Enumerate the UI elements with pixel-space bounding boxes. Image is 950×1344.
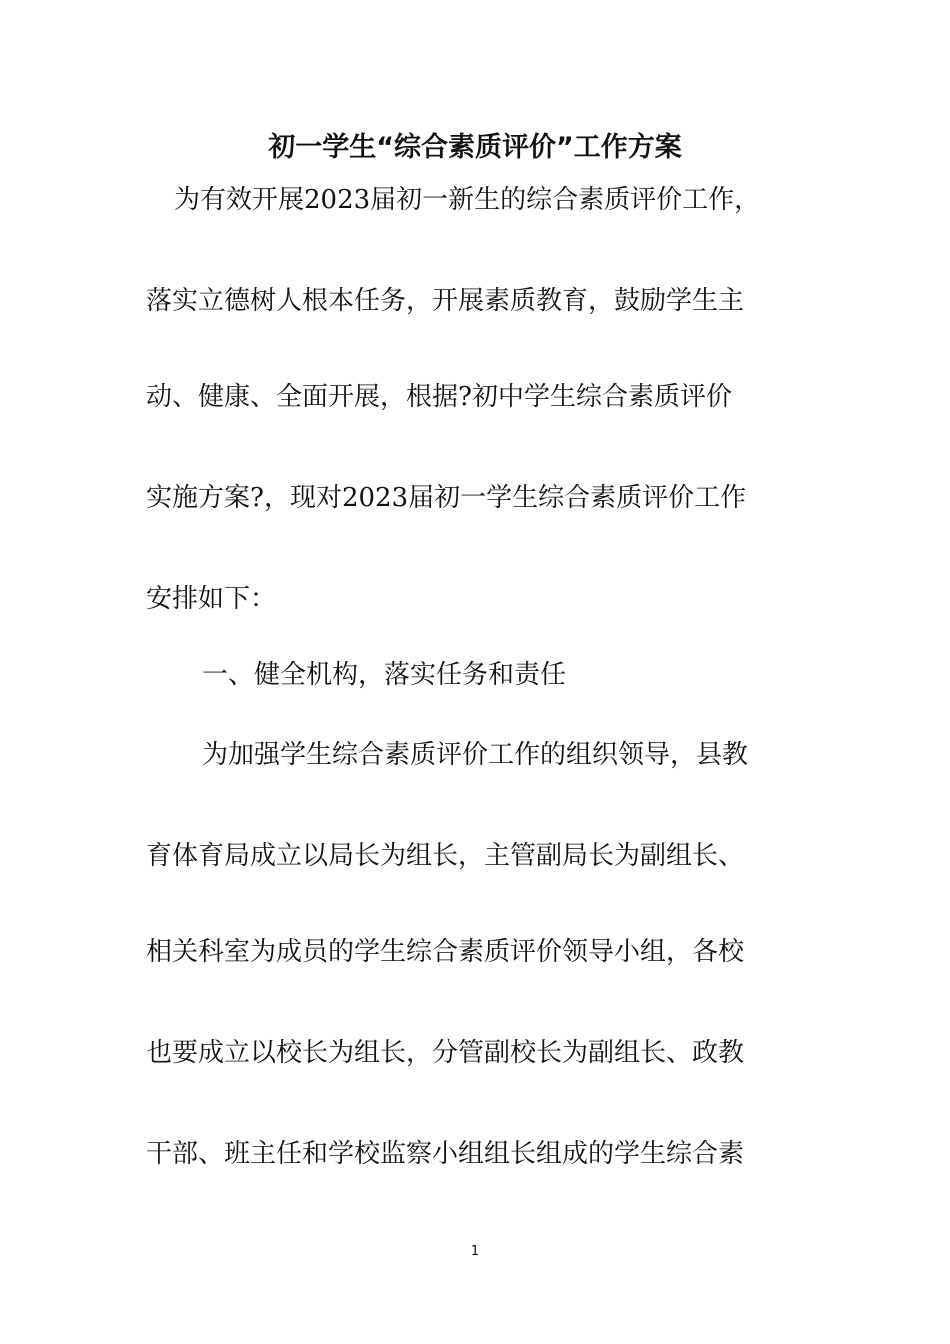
paragraph-line: 也要成立以校长为组长，分管副校长为副组长、政教 [146, 1038, 745, 1068]
paragraph-line: 实施方案?，现对2023届初一学生综合素质评价工作 [146, 483, 747, 513]
page-number: 1 [470, 1244, 480, 1259]
section-heading: 一、健全机构，落实任务和责任 [202, 660, 567, 690]
paragraph-line: 干部、班主任和学校监察小组组长组成的学生综合素 [146, 1139, 745, 1169]
paragraph-line: 动、健康、全面开展，根据?初中学生综合素质评价 [146, 382, 732, 412]
paragraph-line: 相关科室为成员的学生综合素质评价领导小组，各校 [146, 937, 745, 967]
document-title: 初一学生“综合素质评价”工作方案 [268, 132, 682, 163]
paragraph-line: 育体育局成立以局长为组长，主管副局长为副组长、 [146, 841, 745, 871]
paragraph-line: 落实立德树人根本任务，开展素质教育，鼓励学生主 [146, 286, 745, 316]
paragraph-line: 安排如下： [146, 584, 277, 614]
paragraph-line: 为有效开展2023届初一新生的综合素质评价工作， [174, 185, 761, 215]
paragraph-line: 为加强学生综合素质评价工作的组织领导，县教 [202, 740, 749, 770]
